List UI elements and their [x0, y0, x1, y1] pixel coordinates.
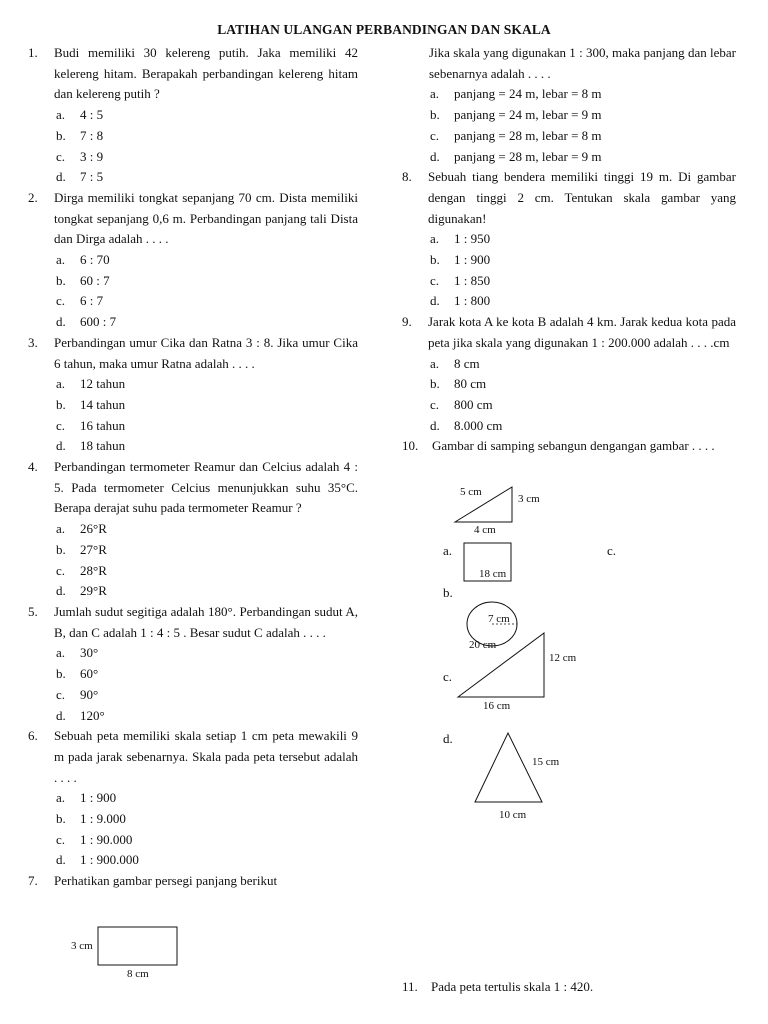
options-5	[54, 643, 358, 726]
option-text: panjang = 28 m, lebar = 9 m	[454, 148, 602, 164]
question-8	[402, 167, 736, 229]
option-letter: d.	[56, 852, 66, 868]
question-text: Dirga memiliki tongkat sepanjang 70 cm. Dista memiliki tongkat sepanjang 0,6 m. Perbandingan panjang tali Dista dan Dirga adalah . . . .	[54, 189, 358, 247]
option	[54, 147, 358, 168]
isosceles-triangle-diagram	[470, 730, 570, 824]
question-number: 2.	[28, 189, 38, 205]
question-number: 11.	[402, 979, 418, 994]
question-2	[28, 188, 358, 250]
right-triangle-diagram	[455, 630, 585, 714]
option-text: 1 : 900	[454, 252, 491, 268]
option	[54, 809, 358, 830]
option-text: 4 : 5	[80, 107, 104, 123]
option-letter: a.	[443, 543, 453, 558]
option-letter: d.	[56, 169, 66, 185]
question-number: 10.	[402, 438, 419, 454]
option-text: 3 : 9	[80, 148, 104, 164]
option-letter: b.	[430, 376, 440, 392]
option-letter: d.	[430, 293, 440, 309]
reference-triangle-figure	[450, 482, 550, 544]
option-a-square-figure	[462, 542, 514, 588]
option-letter: c.	[56, 562, 66, 578]
question-number: 6.	[28, 728, 38, 744]
option-c-triangle-figure	[455, 630, 585, 718]
option	[428, 395, 736, 416]
question-number: 9.	[402, 314, 412, 330]
option-text: 7 : 8	[80, 127, 104, 143]
question-6	[28, 726, 358, 788]
option-letter: c.	[56, 293, 66, 309]
option	[54, 416, 358, 437]
option-text: 60°	[80, 666, 99, 682]
option-text: 12 tahun	[80, 376, 126, 392]
option-text: 120°	[80, 707, 105, 723]
option-letter: b.	[56, 396, 66, 412]
option-letter: c.	[607, 543, 617, 558]
option	[54, 271, 358, 292]
option-letter: c.	[56, 417, 66, 433]
question-11	[402, 977, 736, 998]
question-number: 4.	[28, 459, 38, 475]
page-title: LATIHAN ULANGAN PERBANDINGAN DAN SKALA	[217, 22, 551, 37]
question-text: Gambar di samping sebangun dengangan gambar . . . .	[432, 438, 715, 454]
reference-triangle-base-label: 4 cm	[474, 524, 496, 536]
option-text: 800 cm	[454, 396, 493, 412]
option-text: panjang = 24 m, lebar = 8 m	[454, 86, 602, 102]
options-7	[428, 84, 736, 167]
right-triangle-base-label: 16 cm	[483, 700, 511, 712]
option	[54, 126, 358, 147]
isosceles-triangle-base-label: 10 cm	[499, 809, 527, 821]
option-text: 8 cm	[454, 355, 480, 371]
option-letter: c.	[56, 148, 66, 164]
rectangle-width-label: 8 cm	[127, 968, 149, 980]
option	[428, 354, 736, 375]
circle-radius-label: 7 cm	[488, 613, 510, 625]
option-text: 1 : 950	[454, 231, 491, 247]
option-letter: a.	[56, 521, 66, 537]
option	[54, 167, 358, 188]
option-letter: c.	[56, 831, 66, 847]
option	[54, 519, 358, 540]
circle-bottom-label: 20 cm	[469, 639, 497, 651]
option-letter: d.	[56, 707, 66, 723]
option-text: 30°	[80, 645, 99, 661]
options-6	[54, 788, 358, 871]
square-label: 18 cm	[479, 568, 507, 580]
option-letter: b.	[430, 107, 440, 123]
question-7-continuation: Jika skala yang digunakan 1 : 300, maka panjang dan lebar sebenarnya adalah . . . .	[429, 45, 736, 81]
option	[54, 291, 358, 312]
right-column	[402, 43, 736, 457]
option-text: 26°R	[80, 521, 107, 537]
option-letter: a.	[56, 790, 66, 806]
option-letter: d.	[56, 438, 66, 454]
option-letter: a.	[56, 107, 66, 123]
option-text: 8.000 cm	[454, 417, 503, 433]
option	[54, 540, 358, 561]
option-text: panjang = 28 m, lebar = 8 m	[454, 127, 602, 143]
option-letter: d.	[430, 148, 440, 164]
option-text: 60 : 7	[80, 272, 110, 288]
option-letter: c.	[443, 669, 453, 684]
option	[428, 147, 736, 168]
isosceles-triangle-side-label: 15 cm	[532, 756, 560, 768]
option-text: 27°R	[80, 541, 107, 557]
option	[54, 706, 358, 727]
question-number: 5.	[28, 603, 38, 619]
option	[54, 581, 358, 602]
option	[54, 788, 358, 809]
question-text: Perbandingan umur Cika dan Ratna 3 : 8. Jika umur Cika 6 tahun, maka umur Ratna adalah . . . .	[54, 334, 358, 371]
option-letter: b.	[430, 252, 440, 268]
option-letter: d.	[430, 417, 440, 433]
option-text: 6 : 7	[80, 293, 104, 309]
rectangle-height-label: 3 cm	[71, 940, 93, 952]
option-letter: a.	[56, 645, 66, 661]
question-text: Jumlah sudut segitiga adalah 180°. Perbandingan sudut A, B, dan C adalah 1 : 4 : 5 . Besar sudut C adalah . . . .	[54, 603, 358, 640]
option	[428, 229, 736, 250]
reference-triangle-height-label: 3 cm	[518, 493, 540, 505]
option-text: 1 : 90.000	[80, 831, 133, 847]
option-letter: a.	[430, 355, 440, 371]
option-text: 29°R	[80, 583, 107, 599]
rectangle-figure	[68, 922, 188, 988]
option-text: 18 tahun	[80, 438, 126, 454]
option	[54, 830, 358, 851]
option-letter: a.	[56, 252, 66, 268]
option-text: 16 tahun	[80, 417, 126, 433]
option	[54, 105, 358, 126]
option-text: 7 : 5	[80, 169, 104, 185]
question-text: Perbandingan termometer Reamur dan Celcius adalah 4 : 5. Pada termometer Celcius menunjukkan suhu 35°C. Berapa derajat suhu pada termometer Reamur ?	[54, 459, 358, 516]
option	[54, 664, 358, 685]
option	[54, 685, 358, 706]
option-letter: b.	[56, 541, 66, 557]
option-text: 1 : 850	[454, 272, 491, 288]
option	[428, 84, 736, 105]
option-text: 1 : 900	[80, 790, 117, 806]
option	[54, 436, 358, 457]
question-10	[402, 436, 736, 457]
option-letter: b.	[56, 811, 66, 827]
option-letter: c.	[430, 396, 440, 412]
question-text: Perhatikan gambar persegi panjang berikut	[54, 873, 278, 889]
option-text: 14 tahun	[80, 396, 126, 412]
question-number: 1.	[28, 45, 38, 60]
option	[54, 312, 358, 333]
question-number: 7.	[28, 873, 38, 889]
question-text: Sebuah peta memiliki skala setiap 1 cm peta mewakili 9 m pada jarak sebenarnya. Skala pada peta tersebut adalah . . . .	[54, 728, 358, 785]
options-8	[428, 229, 736, 312]
option-letter: c.	[430, 127, 440, 143]
question-9	[402, 312, 736, 353]
option	[428, 271, 736, 292]
option	[428, 374, 736, 395]
option	[54, 850, 358, 871]
option-letter: b.	[56, 127, 66, 143]
option	[428, 416, 736, 437]
square-diagram	[462, 542, 514, 584]
left-column	[28, 43, 358, 892]
option-letter: d.	[443, 731, 453, 746]
question-7	[28, 871, 358, 892]
question-text: Budi memiliki 30 kelereng putih. Jaka memiliki 42 kelereng hitam. Berapakah perbandingan kelereng hitam dan kelereng putih ?	[54, 45, 358, 102]
options-1	[54, 105, 358, 188]
question-text: Jarak kota A ke kota B adalah 4 km. Jarak kedua kota pada peta jika skala yang digunakan 1 : 200.000 adalah . . . .cm	[428, 314, 736, 350]
option-letter: d.	[56, 583, 66, 599]
option	[428, 250, 736, 271]
option-letter: d.	[56, 314, 66, 330]
question-3	[28, 333, 358, 374]
option-letter: a.	[430, 86, 440, 102]
option-letter: c.	[430, 272, 440, 288]
options-4	[54, 519, 358, 602]
options-2	[54, 250, 358, 333]
reference-triangle-hyp-label: 5 cm	[460, 486, 482, 498]
right-triangle-height-label: 12 cm	[549, 652, 577, 664]
option-text: 6 : 70	[80, 252, 110, 268]
reference-triangle-diagram	[450, 482, 550, 540]
option-letter: b.	[56, 666, 66, 682]
option-letter: b.	[443, 585, 453, 600]
question-4	[28, 457, 358, 519]
question-number: 8.	[402, 169, 412, 185]
right-triangle-shape	[458, 633, 544, 697]
option	[54, 643, 358, 664]
question-text: Sebuah tiang bendera memiliki tinggi 19 m. Di gambar dengan tinggi 2 cm. Tentukan skala gambar yang digunakan!	[428, 169, 736, 226]
option-letter: c.	[56, 686, 66, 702]
option-text: 1 : 800	[454, 293, 491, 309]
option-text: 600 : 7	[80, 314, 117, 330]
question-text: Pada peta tertulis skala 1 : 420.	[431, 979, 594, 994]
option	[54, 395, 358, 416]
options-9	[428, 354, 736, 437]
option	[54, 250, 358, 271]
option-text: 1 : 900.000	[80, 852, 139, 868]
option	[428, 291, 736, 312]
option-letter: a.	[56, 376, 66, 392]
option-text: panjang = 24 m, lebar = 9 m	[454, 107, 602, 123]
option-text: 90°	[80, 686, 99, 702]
option-text: 80 cm	[454, 376, 487, 392]
question-5	[28, 602, 358, 643]
option	[428, 126, 736, 147]
option	[54, 374, 358, 395]
option-text: 1 : 9.000	[80, 811, 126, 827]
question-number: 3.	[28, 334, 38, 350]
question-1	[28, 43, 358, 105]
option-d-triangle-figure	[470, 730, 570, 828]
option-letter: b.	[56, 272, 66, 288]
rectangle-diagram	[68, 922, 188, 984]
rectangle-shape	[98, 927, 177, 965]
option	[428, 105, 736, 126]
option-letter: a.	[430, 231, 440, 247]
option	[54, 561, 358, 582]
options-3	[54, 374, 358, 457]
option-text: 28°R	[80, 562, 107, 578]
